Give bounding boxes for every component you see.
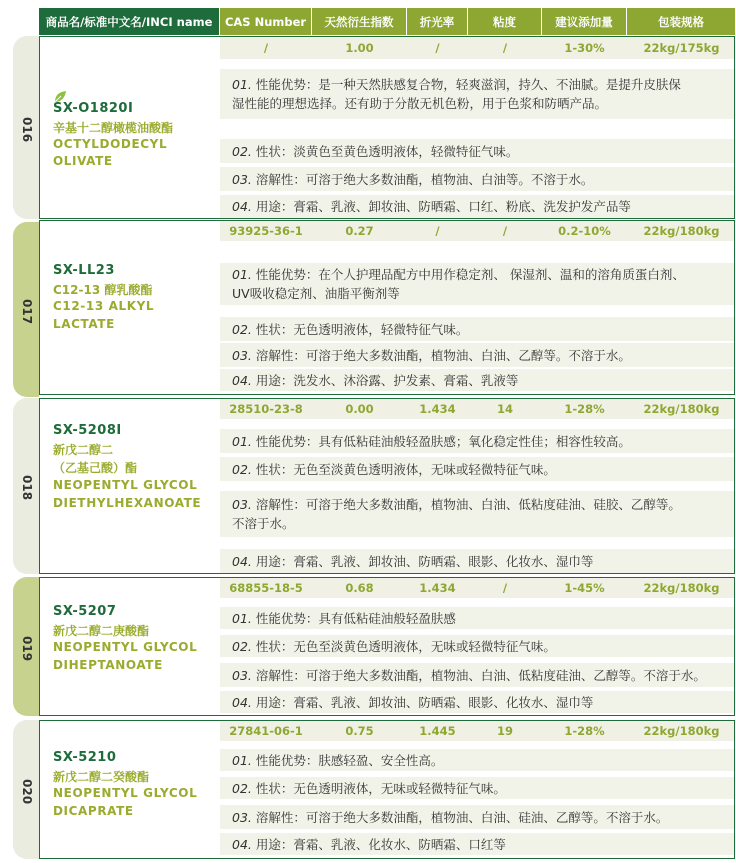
spec-value-2: 1.445 bbox=[419, 724, 456, 738]
property-line bbox=[232, 197, 631, 216]
property-value: 可溶于绝大多数油酯，植物油、白油等。不溶于水。 bbox=[305, 171, 594, 187]
property-value: 淡黄色至黄色透明液体，轻微特征气味。 bbox=[293, 143, 519, 159]
spec-value-4: 1-28% bbox=[564, 402, 605, 416]
property-index: 03. bbox=[232, 809, 252, 825]
property-row bbox=[220, 343, 734, 367]
property-row bbox=[220, 195, 734, 218]
property-index: 04. bbox=[232, 199, 252, 214]
property-label: 用途： bbox=[255, 199, 294, 214]
property-line bbox=[232, 94, 681, 113]
property-value: 具有低粘硅油般轻盈肤感；氧化稳定性佳；相容性较高。 bbox=[318, 433, 631, 449]
spec-value-3: / bbox=[502, 41, 508, 55]
chinese-name: 辛基十二醇橄榄油酸酯 bbox=[53, 121, 174, 135]
property-index: 03. bbox=[232, 171, 252, 187]
spec-value-1: 1.00 bbox=[345, 41, 374, 55]
property-index: 04. bbox=[232, 372, 252, 388]
property-row bbox=[220, 317, 734, 341]
property-value: 无色透明液体，轻微特征气味。 bbox=[293, 321, 469, 337]
property-index: 01. bbox=[232, 610, 252, 626]
property-index: 02. bbox=[232, 780, 252, 796]
product-name-block bbox=[40, 37, 220, 218]
property-index: 04. bbox=[232, 553, 252, 569]
property-index: 04. bbox=[232, 694, 252, 710]
property-line bbox=[232, 637, 556, 656]
inci-name: DIETHYLHEXANOATE bbox=[53, 496, 202, 510]
property-row bbox=[220, 635, 734, 657]
property-value: 在个人护理品配方中用作稳定剂、 保湿剂、温和的溶角质蛋白剂、 bbox=[318, 267, 685, 282]
property-value: 是一种天然肤感复合物，轻爽滋润，持久、不油腻。是提升皮肤保 bbox=[318, 77, 681, 92]
property-text bbox=[232, 197, 631, 216]
product-name-block bbox=[40, 721, 220, 858]
property-value: 湿性能的理想选择。还有助于分散无机色粉，用于色浆和防晒产品。 bbox=[232, 96, 608, 111]
property-text bbox=[232, 346, 631, 365]
product-number: 018 bbox=[20, 475, 34, 501]
property-text bbox=[232, 552, 593, 571]
spec-value-5: 22kg/180kg bbox=[643, 724, 720, 738]
property-row bbox=[220, 749, 734, 771]
property-text bbox=[232, 75, 681, 113]
product-number: 017 bbox=[20, 298, 34, 324]
property-index: 01. bbox=[232, 433, 252, 449]
property-row bbox=[220, 833, 734, 855]
property-line bbox=[232, 346, 631, 365]
property-row bbox=[220, 263, 734, 305]
property-value: 膏霜、乳液、卸妆油、防晒霜、眼影、化妆水、湿巾等 bbox=[293, 694, 594, 710]
property-text bbox=[232, 142, 518, 161]
spec-value-3: 14 bbox=[496, 402, 513, 416]
property-label: 性能优势： bbox=[255, 267, 319, 282]
header-cell-2: 天然衍生指数 bbox=[311, 8, 406, 35]
property-row bbox=[220, 457, 734, 481]
property-row bbox=[220, 139, 734, 163]
chinese-name: 新戊二醇二庚酸酯 bbox=[53, 624, 150, 638]
property-label: 用途： bbox=[255, 836, 294, 852]
property-row bbox=[220, 663, 734, 687]
product-section bbox=[39, 220, 735, 395]
product-number: 016 bbox=[20, 116, 34, 142]
property-row bbox=[220, 549, 734, 573]
property-line bbox=[232, 751, 443, 770]
spec-value-3: 19 bbox=[496, 724, 513, 738]
property-label: 性能优势： bbox=[255, 610, 319, 626]
product-name-block bbox=[40, 221, 220, 394]
property-label: 性状： bbox=[255, 461, 294, 477]
inci-name: NEOPENTYL GLYCOL bbox=[53, 786, 198, 800]
property-value: 洗发水、沐浴露、护发素、膏霜、乳液等 bbox=[293, 372, 519, 388]
spec-value-0: 93925-36-1 bbox=[229, 224, 303, 238]
product-section bbox=[39, 577, 735, 716]
property-label: 用途： bbox=[255, 372, 294, 388]
spec-value-1: 0.68 bbox=[345, 581, 374, 595]
spec-value-4: 0.2-10% bbox=[558, 224, 611, 238]
header-cell-3: 折光率 bbox=[406, 8, 467, 35]
spec-value-5: 22kg/175kg bbox=[643, 41, 720, 55]
inci-name: NEOPENTYL GLYCOL bbox=[53, 640, 198, 654]
property-index: 01. bbox=[232, 752, 252, 768]
property-index: 01. bbox=[232, 77, 252, 92]
property-line bbox=[232, 514, 681, 533]
property-row bbox=[220, 69, 734, 119]
property-label: 溶解性： bbox=[255, 497, 306, 512]
header-cell-4: 粘度 bbox=[467, 8, 541, 35]
property-row bbox=[220, 777, 734, 799]
product-code: SX-5210 bbox=[53, 750, 117, 765]
property-value: 膏霜、乳液、卸妆油、防晒霜、眼影、化妆水、湿巾等 bbox=[293, 553, 594, 569]
property-label: 用途： bbox=[255, 553, 294, 569]
property-label: 溶解性： bbox=[255, 809, 306, 825]
inci-name: OCTYLDODECYL bbox=[53, 137, 168, 151]
property-line bbox=[232, 170, 593, 189]
spec-value-4: 1-45% bbox=[564, 581, 605, 595]
inci-name: LACTATE bbox=[53, 317, 115, 331]
spec-value-1: 0.00 bbox=[345, 402, 374, 416]
property-value: 可溶于绝大多数油酯，植物油、白油、乙醇等。不溶于水。 bbox=[305, 347, 631, 363]
property-text bbox=[232, 320, 468, 339]
property-line bbox=[232, 371, 518, 390]
property-label: 性能优势： bbox=[255, 433, 319, 449]
property-text bbox=[232, 835, 506, 854]
property-index: 02. bbox=[232, 461, 252, 477]
property-line bbox=[232, 835, 506, 854]
property-line bbox=[232, 552, 593, 571]
spec-value-5: 22kg/180kg bbox=[643, 224, 720, 238]
product-number: 020 bbox=[20, 778, 34, 804]
spec-value-4: 1-28% bbox=[564, 724, 605, 738]
product-section bbox=[39, 398, 735, 574]
product-number: 019 bbox=[20, 635, 34, 661]
property-label: 溶解性： bbox=[255, 667, 306, 683]
spec-value-5: 22kg/180kg bbox=[643, 402, 720, 416]
property-row bbox=[220, 691, 734, 713]
property-index: 04. bbox=[232, 836, 252, 852]
property-value: 膏霜、乳液、化妆水、防晒霜、口红等 bbox=[293, 836, 506, 852]
product-code: SX-O1820I bbox=[53, 101, 134, 116]
product-section bbox=[39, 720, 735, 859]
product-section bbox=[39, 36, 735, 219]
property-text bbox=[232, 808, 668, 827]
spec-value-0: / bbox=[263, 41, 269, 55]
spec-value-0: 28510-23-8 bbox=[229, 402, 303, 416]
property-text bbox=[232, 779, 506, 798]
property-index: 03. bbox=[232, 347, 252, 363]
property-value: 无色至淡黄色透明液体，无味或轻微特征气味。 bbox=[293, 461, 556, 477]
property-text bbox=[232, 637, 556, 656]
property-row bbox=[220, 491, 734, 537]
product-code: SX-LL23 bbox=[53, 263, 115, 278]
property-line bbox=[232, 142, 518, 161]
spec-value-2: / bbox=[435, 41, 440, 55]
chinese-name: C12-13 醇乳酸酯 bbox=[53, 283, 153, 297]
property-label: 溶解性： bbox=[255, 171, 306, 187]
header-cell-0: 商品名/标准中文名/INCI name bbox=[39, 8, 219, 35]
property-label: 溶解性： bbox=[255, 347, 306, 363]
property-text bbox=[232, 666, 706, 685]
header-cell-1: CAS Number bbox=[219, 8, 311, 35]
property-value: 可溶于绝大多数油酯，植物油、白油、低粘度硅油、硅胶、乙醇等。 bbox=[305, 497, 681, 512]
property-label: 用途： bbox=[255, 694, 294, 710]
property-row bbox=[220, 429, 734, 453]
property-line bbox=[232, 75, 681, 94]
inci-name: NEOPENTYL GLYCOL bbox=[53, 478, 198, 492]
property-index: 02. bbox=[232, 638, 252, 654]
inci-name: DICAPRATE bbox=[53, 804, 134, 818]
property-label: 性状： bbox=[255, 638, 294, 654]
spec-value-3: / bbox=[502, 224, 508, 238]
property-label: 性状： bbox=[255, 321, 294, 337]
spec-value-2: 1.434 bbox=[419, 402, 456, 416]
property-text bbox=[232, 460, 556, 479]
property-line bbox=[232, 320, 468, 339]
property-value: 无色至淡黄色透明液体，无味或轻微特征气味。 bbox=[293, 638, 556, 654]
property-line bbox=[232, 779, 506, 798]
property-value: 可溶于绝大多数油酯，植物油、白油、低粘度硅油、乙醇等。不溶于水。 bbox=[305, 667, 706, 683]
property-line bbox=[232, 666, 706, 685]
property-row bbox=[220, 805, 734, 829]
property-value: UV吸收稳定剂、油脂平衡剂等 bbox=[232, 286, 400, 301]
property-value: 具有低粘硅油般轻盈肤感 bbox=[318, 610, 456, 626]
spec-value-1: 0.27 bbox=[345, 224, 374, 238]
property-value: 可溶于绝大多数油酯，植物油、白油、硅油、乙醇等。不溶于水。 bbox=[305, 809, 669, 825]
spec-value-1: 0.75 bbox=[345, 724, 374, 738]
property-line bbox=[232, 808, 668, 827]
property-index: 03. bbox=[232, 667, 252, 683]
property-label: 性能优势： bbox=[255, 752, 319, 768]
property-text bbox=[232, 432, 631, 451]
product-name-block bbox=[40, 399, 220, 573]
property-row bbox=[220, 607, 734, 629]
property-index: 03. bbox=[232, 497, 252, 512]
property-line bbox=[232, 460, 556, 479]
spec-value-5: 22kg/180kg bbox=[643, 581, 720, 595]
property-label: 性状： bbox=[255, 780, 294, 796]
inci-name: DIHEPTANOATE bbox=[53, 658, 163, 672]
property-value: 膏霜、乳液、卸妆油、防晒霜、口红、粉底、洗发护发产品等 bbox=[293, 199, 631, 214]
property-line bbox=[232, 265, 685, 284]
inci-name: OLIVATE bbox=[53, 154, 113, 168]
property-text bbox=[232, 751, 443, 770]
chinese-name: 新戊二醇二 bbox=[53, 443, 114, 457]
property-text bbox=[232, 495, 681, 533]
property-row bbox=[220, 167, 734, 191]
property-line bbox=[232, 432, 631, 451]
product-code: SX-5207 bbox=[53, 604, 117, 619]
spec-value-2: / bbox=[435, 224, 440, 238]
property-label: 性状： bbox=[255, 143, 294, 159]
property-line bbox=[232, 609, 456, 628]
property-label: 性能优势： bbox=[255, 77, 319, 92]
property-index: 02. bbox=[232, 143, 252, 159]
property-value: 不溶于水。 bbox=[232, 516, 295, 531]
spec-value-3: / bbox=[502, 581, 508, 595]
chinese-name: 新戊二醇二癸酸酯 bbox=[53, 770, 150, 784]
spec-value-2: 1.434 bbox=[419, 581, 456, 595]
property-line bbox=[232, 284, 685, 303]
header-cell-5: 建议添加量 bbox=[541, 8, 626, 35]
property-text bbox=[232, 693, 593, 712]
product-code: SX-5208I bbox=[53, 423, 122, 438]
product-name-block bbox=[40, 578, 220, 715]
property-text bbox=[232, 371, 518, 390]
header-cell-6: 包装规格 bbox=[626, 8, 735, 35]
spec-value-0: 27841-06-1 bbox=[229, 724, 303, 738]
property-value: 肤感轻盈、安全性高。 bbox=[318, 752, 444, 768]
property-text bbox=[232, 609, 456, 628]
inci-name: C12-13 ALKYL bbox=[53, 299, 155, 313]
property-index: 01. bbox=[232, 267, 252, 282]
property-row bbox=[220, 369, 734, 391]
property-value: 无色透明液体，无味或轻微特征气味。 bbox=[293, 780, 506, 796]
spec-value-4: 1-30% bbox=[564, 41, 605, 55]
property-line bbox=[232, 495, 681, 514]
property-text bbox=[232, 265, 685, 303]
spec-value-0: 68855-18-5 bbox=[229, 581, 303, 595]
property-text bbox=[232, 170, 593, 189]
chinese-name: （乙基己酸）酯 bbox=[53, 461, 138, 475]
property-line bbox=[232, 693, 593, 712]
property-index: 02. bbox=[232, 321, 252, 337]
